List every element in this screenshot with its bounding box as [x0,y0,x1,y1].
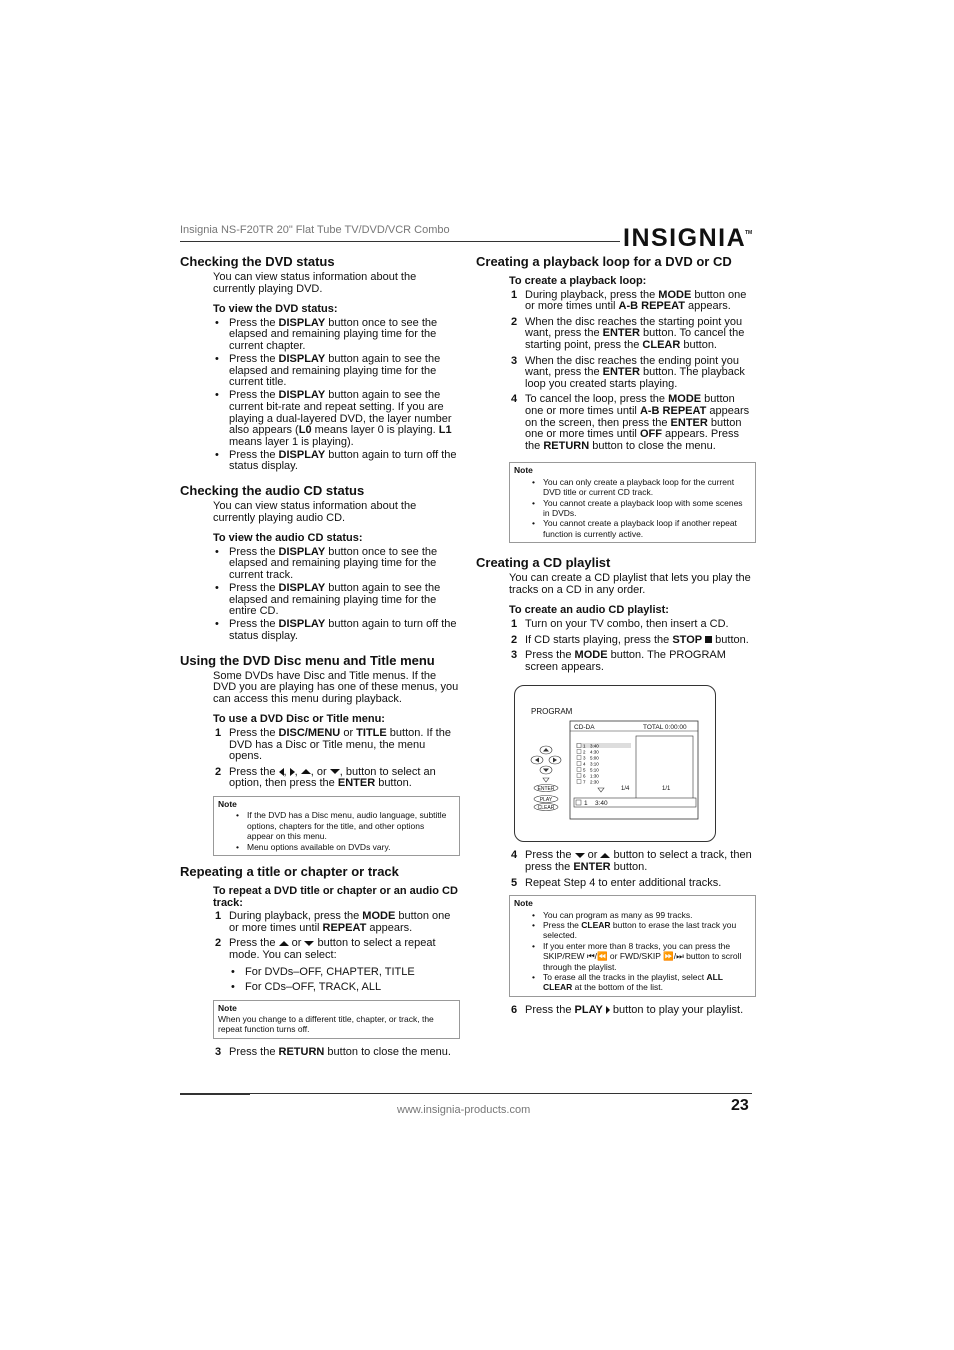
track-time: 3:40 [590,743,599,749]
step-item: 4 Press the or button to select a track, then press the ENTER button. [511,849,752,873]
program-screen-illustration [514,685,716,842]
disc-menu-steps [213,728,460,790]
logo-tm: TM [745,230,753,236]
heading-cd-playlist: Creating a CD playlist [476,555,611,571]
step-item: 3 When the disc reaches the ending point you want, press the ENTER button. The playback loop you created starts playing. [511,354,745,390]
note-item: • If you enter more than 8 tracks, you can press the SKIP/REW ⏮/⏪ or FWD/SKIP ⏩/⏭ button to scroll through the playlist. [514,941,749,972]
skip-rew-icon: ⏮/⏪ [586,951,608,962]
left-column [180,254,460,1062]
list-item: • Press the DISPLAY button again to see the current bit-rate and repeat setting. If you are playing a dual-layered DVD, the layer number also appears (L0 means layer 0 is playing. L1 means layer 1 is playing). [213,390,460,448]
footer-rule [180,1093,752,1094]
playlist-steps-final [509,1005,756,1017]
list-item: • Press the DISPLAY button again to see the elapsed and remaining playing time for the current title. [213,354,460,389]
step-item: 3 Press the RETURN button to close the menu. [215,1045,451,1058]
right-column [476,254,756,1020]
header-rule [180,241,620,242]
step-item: 2 When the disc reaches the starting point you want, press the ENTER button. To cancel the starting point, press the CLEAR button. [511,315,745,351]
step-item: 2 Press the or button to select a repeat mode. You can select: • For DVDs–OFF, CHAPTER, TITLE • For CDs–OFF, TRACK, ALL [213,938,460,993]
heading-playback-loop: Creating a playback loop for a DVD or CD [476,254,732,269]
cd-label: CD-DA [574,724,595,732]
note-title: Note [218,1002,237,1013]
playlist-steps-cont [509,850,756,889]
intro-disc-menu: Some DVDs have Disc and Title menus. If the DVD you are playing has one of these menus, you can access this menu during playback. [213,669,459,705]
total-label: TOTAL 0:00:00 [643,724,687,732]
down-arrow-icon [575,853,585,858]
footer-rule-accent [180,1093,250,1095]
step-item: 5 Repeat Step 4 to enter additional tracks. [511,876,722,889]
track-number: 1 [583,743,586,749]
note-item: • You can only create a playback loop for the current DVD title or current CD track. [514,477,749,498]
cd-status-list [213,547,460,643]
track-checkbox [577,750,581,754]
track-number: 4 [583,761,586,767]
sub-view-cd-status: To view the audio CD status: [213,532,363,545]
intro-cd-status: You can view status information about the currently playing audio CD. [213,500,417,524]
track-time: 5:00 [590,755,599,761]
running-header: Insignia NS-F20TR 20" Flat Tube TV/DVD/VCR Combo [180,224,450,236]
insignia-logo [623,216,753,256]
track-time: 3:10 [590,761,599,767]
page-right: 1/1 [662,786,671,793]
footer-url: www.insignia-products.com [397,1104,531,1116]
repeat-steps-cont [213,1047,460,1059]
intro-cd-playlist: You can create a CD playlist that lets you play the tracks on a CD in any order. [509,572,751,596]
down-arrow-icon [330,769,340,774]
dvd-status-list [213,318,460,473]
note-title: Note [514,898,533,909]
track-number: 2 [583,749,586,755]
note-item: • You cannot create a playback loop with some scenes in DVDs. [514,498,749,519]
track-number: 3 [583,755,586,761]
list-item: • Press the DISPLAY button again to see the elapsed and remaining playing time for the entire CD. [213,583,460,618]
heading-disc-menu: Using the DVD Disc menu and Title menu [180,652,435,668]
list-item: • For CDs–OFF, TRACK, ALL [229,982,460,994]
note-item: • If the DVD has a Disc menu, audio language, subtitle options, chapters for the title, and other options appear on this menu. [218,810,453,841]
sub-cd-playlist: To create an audio CD playlist: [509,604,669,617]
list-item: • For DVDs–OFF, CHAPTER, TITLE [229,967,460,979]
bottom-time: 3:40 [595,800,608,808]
sub-view-dvd-status: To view the DVD status: [213,303,338,316]
track-time: 4:30 [590,749,599,755]
list-item: • Press the DISPLAY button again to turn off the status display. [213,450,460,473]
bottom-checkbox [576,800,581,805]
bottom-num: 1 [584,800,588,808]
step-item: 1 Turn on your TV combo, then insert a CD. [511,617,729,630]
play-label: PLAY [539,797,553,804]
note-playback-loop [509,462,756,543]
note-item: • You can program as many as 99 tracks. [514,910,749,920]
page-number: 23 [731,1097,749,1114]
note-repeat [213,1000,460,1039]
note-title: Note [514,465,533,476]
heading-cd-status: Checking the audio CD status [180,483,365,498]
step-item: 6 Press the PLAY button to play your playlist. [511,1003,744,1016]
list-item: • Press the DISPLAY button once to see the elapsed and remaining playing time for the current chapter. [213,318,460,353]
note-title: Note [218,798,237,809]
step-item: 3 Press the MODE button. The PROGRAM screen appears. [511,649,726,673]
fwd-skip-icon: ⏩/⏭ [663,951,684,962]
list-item: • Press the DISPLAY button again to turn off the status display. [213,619,460,642]
page-left: 1/4 [621,786,630,793]
note-text: When you change to a different title, chapter, or track, the repeat function turns off. [218,1014,434,1035]
step-item: 1 During playback, press the MODE button one or more times until REPEAT appears. [215,910,451,934]
repeat-steps [213,911,460,994]
bottom-bar [574,798,696,807]
clear-label: CLEAR [537,805,555,812]
track-checkbox [577,756,581,760]
track-time: 5:10 [590,767,599,773]
note-cd-playlist [509,895,756,997]
track-number: 7 [583,779,586,785]
track-checkbox [577,762,581,766]
note-item: • To erase all the tracks in the playlist, select ALL CLEAR at the bottom of the list. [514,972,749,993]
note-disc-menu [213,796,460,856]
down-arrow-icon [304,941,314,946]
loop-steps [509,290,756,453]
step-item: 4 To cancel the loop, press the MODE button one or more times until A-B REPEAT appears on the screen, then press the ENTER button one or more times until OFF appears. Press the RETURN button to close the menu. [511,393,750,452]
logo-text: INSIGNIA [623,224,747,252]
track-checkbox [577,768,581,772]
step-item: 2 If CD starts playing, press the STOP button. [511,633,749,646]
note-item: • You cannot create a playback loop if another repeat function is currently active. [514,518,749,539]
step-item: 1 During playback, press the MODE button one or more times until A-B REPEAT appears. [511,288,747,313]
up-arrow-icon [600,853,610,858]
note-item: • Press the CLEAR button to erase the last track you selected. [514,920,749,941]
heading-dvd-status: Checking the DVD status [180,254,335,269]
heading-repeat: Repeating a title or chapter or track [180,863,399,879]
playlist-steps [509,619,756,673]
intro-dvd-status: You can view status information about the currently playing DVD. [213,271,417,295]
track-number: 5 [583,767,586,773]
up-arrow-icon [301,769,311,774]
track-time: 1:30 [590,773,599,779]
enter-label: ENTER [537,786,555,793]
down-caret-icon [543,778,549,782]
screen-title: PROGRAM [531,707,573,717]
step-item: 2 Press the , , , or , button to select an option, then press the ENTER button. [215,765,436,790]
note-item: • Menu options available on DVDs vary. [218,842,453,852]
list-item: • Press the DISPLAY button once to see the elapsed and remaining playing time for the current track. [213,547,460,582]
up-arrow-icon [279,941,289,946]
track-number: 6 [583,773,586,779]
track-time: 2:30 [590,779,599,785]
step-item: 1 Press the DISC/MENU or TITLE button. If the DVD has a Disc or Title menu, the menu opens. [215,726,451,763]
sub-playback-loop: To create a playback loop: [509,275,647,287]
sub-repeat: To repeat a DVD title or chapter or an audio CD track: [213,884,458,909]
sub-use-disc-menu: To use a DVD Disc or Title menu: [213,713,385,726]
track-checkbox [577,780,581,784]
track-checkbox [577,744,581,748]
track-checkbox [577,774,581,778]
